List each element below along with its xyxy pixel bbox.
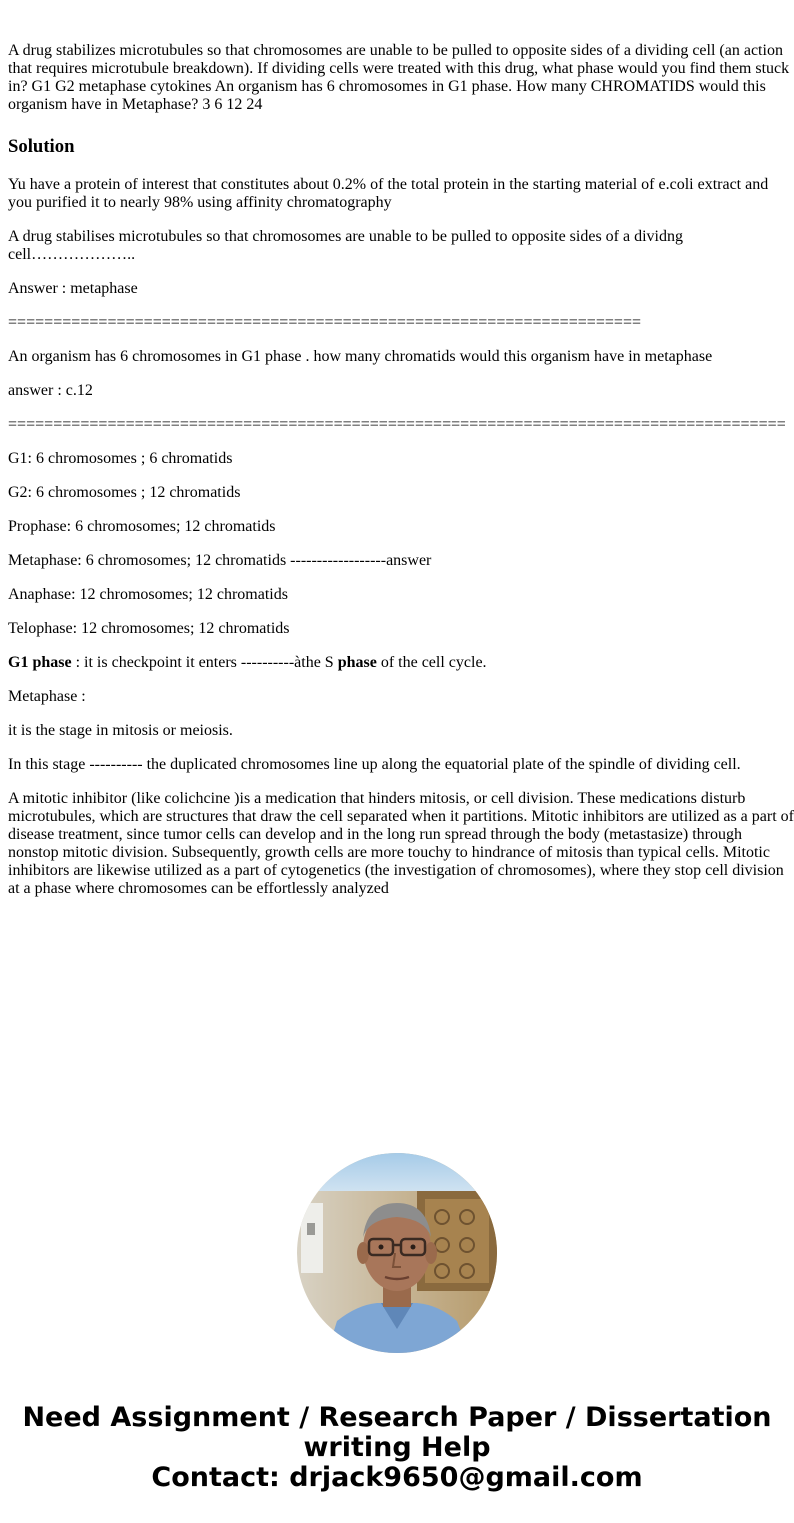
answer-metaphase: Answer : metaphase	[8, 280, 138, 297]
promo-line-2: writing Help	[303, 1432, 491, 1463]
g1-phase-term: G1 phase	[8, 654, 72, 671]
paragraph-drug: A drug stabilises microtubules so that chromosomes are unable to be pulled to opposite sides of a dividng cell………………..	[8, 228, 683, 263]
question-text: A drug stabilizes microtubules so that chromosomes are unable to be pulled to opposite sides of a dividing cell (an action that requires microtubule breakdown). If dividing cells were treated with this drug, what phase would you find them stuck in? G1 G2 metaphase cytokines An organism has 6 chromosomes in G1 phase. How many CHROMATIDS would this organism have in Metaphase? 3 6 12 24	[8, 42, 790, 113]
metaphase-label: Metaphase :	[8, 688, 86, 705]
document-body	[8, 42, 794, 914]
author-portrait-illustration	[297, 1153, 497, 1353]
metaphase-stage: In this stage ---------- the duplicated chromosomes line up along the equatorial plate of the spindle of dividing cell.	[8, 756, 741, 773]
g1-phase-text: : it is checkpoint it enters ----------àthe S	[71, 654, 338, 671]
promo-banner	[0, 1403, 794, 1493]
phase-g2: G2: 6 chromosomes ; 12 chromatids	[8, 484, 241, 501]
phase-g1: G1: 6 chromosomes ; 6 chromatids	[8, 450, 233, 467]
author-avatar	[297, 1153, 497, 1353]
phase-term: phase	[337, 654, 377, 671]
metaphase-definition: it is the stage in mitosis or meiosis.	[8, 722, 233, 739]
phase-prophase: Prophase: 6 chromosomes; 12 chromatids	[8, 518, 276, 535]
phase-telophase: Telophase: 12 chromosomes; 12 chromatids	[8, 620, 290, 637]
g1-phase-end: of the cell cycle.	[376, 654, 487, 671]
phase-anaphase: Anaphase: 12 chromosomes; 12 chromatids	[8, 586, 288, 603]
answer-chromatids: answer : c.12	[8, 382, 93, 399]
paragraph-chromatids-question: An organism has 6 chromosomes in G1 phase . how many chromatids would this organism have in metaphase	[8, 348, 713, 365]
separator-line: ======================================================================	[8, 314, 642, 331]
solution-heading: Solution	[8, 136, 75, 157]
promo-line-1: Need Assignment / Research Paper / Dissertation	[22, 1402, 772, 1433]
promo-contact: Contact: drjack9650@gmail.com	[151, 1462, 643, 1493]
g1-phase-description	[8, 654, 794, 672]
mitotic-inhibitor-paragraph: A mitotic inhibitor (like colichcine )is a medication that hinders mitosis, or cell division. These medications disturb microtubules, which are structures that draw the cell separated when it partitions. Mitotic inhibitors are utilized as a part of disease treatment, since tumor cells can develop and in the long run spread through the body (metastasize) through nonstop mitotic division. Subsequently, growth cells are more touchy to hindrance of mitosis than typical cells. Mitotic inhibitors are likewise utilized as a part of cytogenetics (the investigation of chromosomes), where they stop cell division at a phase where chromosomes can be effortlessly analyzed	[8, 790, 794, 897]
separator-line: ======================================================================================	[8, 416, 786, 433]
phase-metaphase: Metaphase: 6 chromosomes; 12 chromatids ------------------answer	[8, 552, 432, 569]
paragraph-protein: Yu have a protein of interest that constitutes about 0.2% of the total protein in the starting material of e.coli extract and you purified it to nearly 98% using affinity chromatography	[8, 176, 769, 211]
